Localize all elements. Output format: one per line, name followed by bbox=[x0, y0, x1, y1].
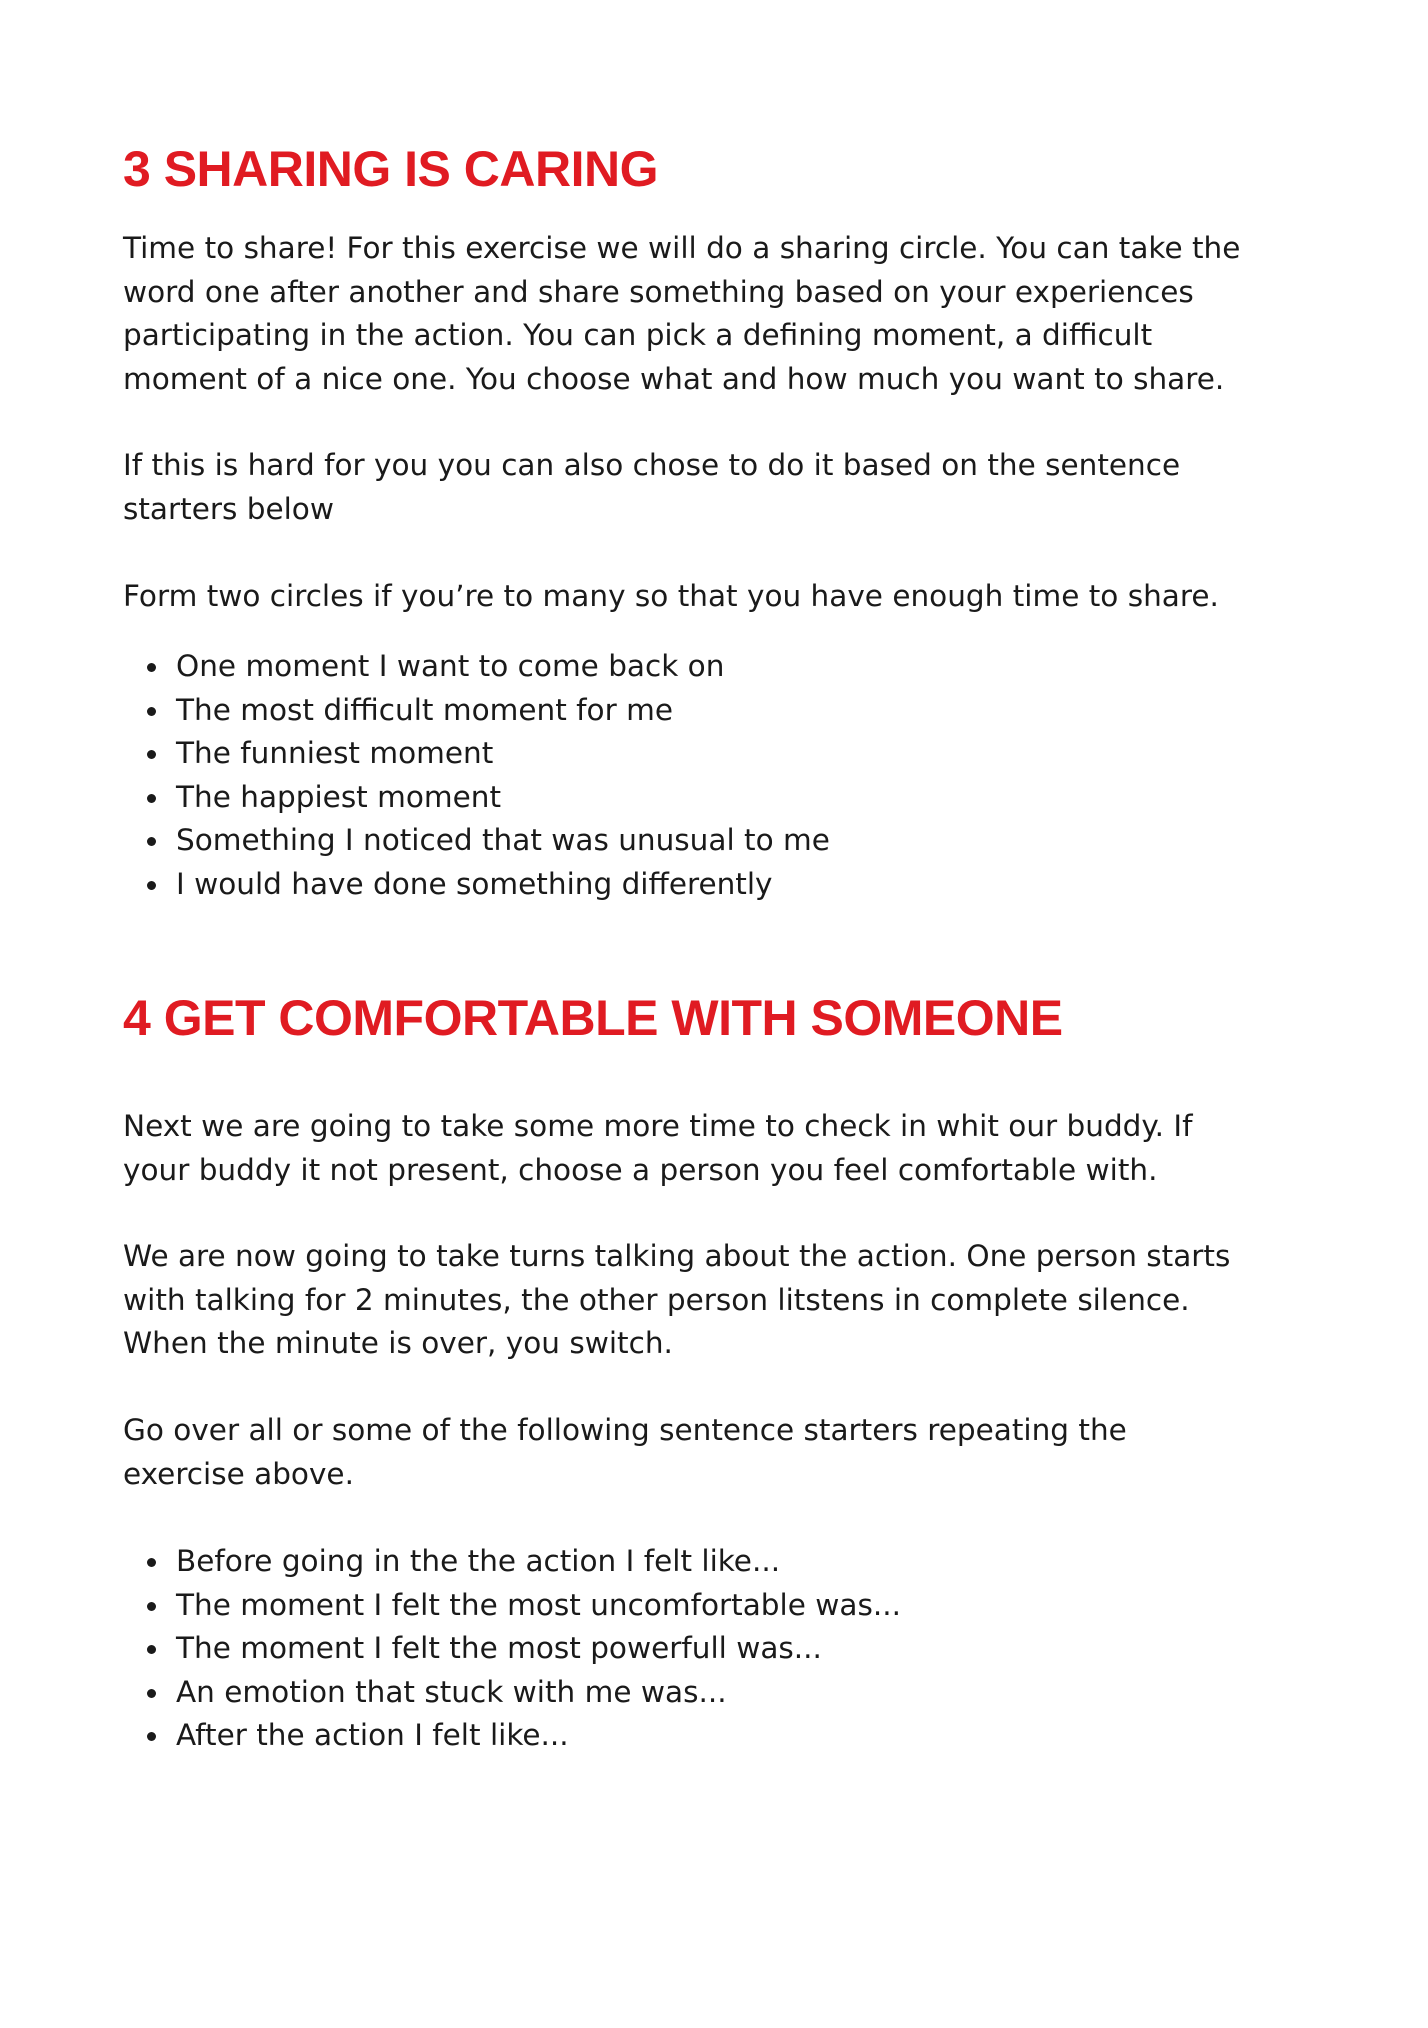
list-item bbox=[123, 1671, 901, 1715]
list-item bbox=[123, 1714, 901, 1758]
list-item-text: The most difficult moment for me bbox=[176, 692, 673, 727]
list-item-text: After the action I felt like... bbox=[176, 1718, 569, 1752]
list-item-text: Something I noticed that was unusual to me bbox=[176, 823, 830, 857]
bullet-dot-icon bbox=[147, 1558, 156, 1567]
section-3-paragraph-2: If this is hard for you you can also chose to do it based on the sentence starters below bbox=[123, 448, 1181, 526]
section-4-paragraph-3: Go over all or some of the following sentence starters repeating the exercise above. bbox=[123, 1413, 1127, 1491]
list-item-text: The funniest moment bbox=[176, 736, 494, 770]
list-item-text: I would have done something differently bbox=[176, 866, 773, 901]
list-item-text: One moment I want to come back on bbox=[176, 649, 725, 683]
list-item bbox=[123, 1584, 901, 1628]
list-item-text: The happiest moment bbox=[176, 779, 502, 814]
list-item bbox=[123, 776, 830, 820]
bullet-dot-icon bbox=[147, 1602, 156, 1611]
section-3-bullet-list bbox=[123, 645, 830, 906]
section-4-paragraph-1: Next we are going to take some more time to check in whit our buddy. If your buddy it not present, choose a person you feel comfortable with. bbox=[123, 1109, 1193, 1187]
section-4-title: 4 GET COMFORTABLE WITH SOMEONE bbox=[123, 990, 1063, 1046]
section-3-paragraph-3: Form two circles if you’re to many so that you have enough time to share. bbox=[123, 579, 1219, 613]
bullet-dot-icon bbox=[147, 750, 156, 759]
bullet-dot-icon bbox=[147, 1732, 156, 1741]
section-3-title: 3 SHARING IS CARING bbox=[123, 141, 659, 197]
list-item bbox=[123, 1627, 901, 1671]
list-item bbox=[123, 732, 830, 776]
list-item bbox=[123, 645, 830, 689]
bullet-dot-icon bbox=[147, 881, 156, 890]
bullet-dot-icon bbox=[147, 663, 156, 672]
bullet-dot-icon bbox=[147, 794, 156, 803]
bullet-dot-icon bbox=[147, 707, 156, 716]
list-item bbox=[123, 689, 830, 733]
list-item-text: An emotion that stuck with me was... bbox=[176, 1674, 727, 1709]
list-item-text: The moment I felt the most powerfull was... bbox=[176, 1631, 822, 1665]
bullet-dot-icon bbox=[147, 1689, 156, 1698]
bullet-dot-icon bbox=[147, 837, 156, 846]
list-item bbox=[123, 863, 830, 907]
bullet-dot-icon bbox=[147, 1645, 156, 1654]
list-item bbox=[123, 819, 830, 863]
list-item bbox=[123, 1540, 901, 1584]
section-4-bullet-list bbox=[123, 1540, 901, 1758]
section-3-paragraph-1: Time to share! For this exercise we will do a sharing circle. You can take the word one after another and share something based on your experiences participating in the action. You can pick a defining moment, a difficult moment of a nice one. You choose what and how much you want to share. bbox=[123, 231, 1241, 396]
section-4-paragraph-2: We are now going to take turns talking about the action. One person starts with talking for 2 minutes, the other person litstens in complete silence. When the minute is over, you switch. bbox=[123, 1239, 1231, 1360]
list-item-text: The moment I felt the most uncomfortable was... bbox=[176, 1587, 901, 1622]
list-item-text: Before going in the the action I felt like... bbox=[176, 1544, 781, 1578]
